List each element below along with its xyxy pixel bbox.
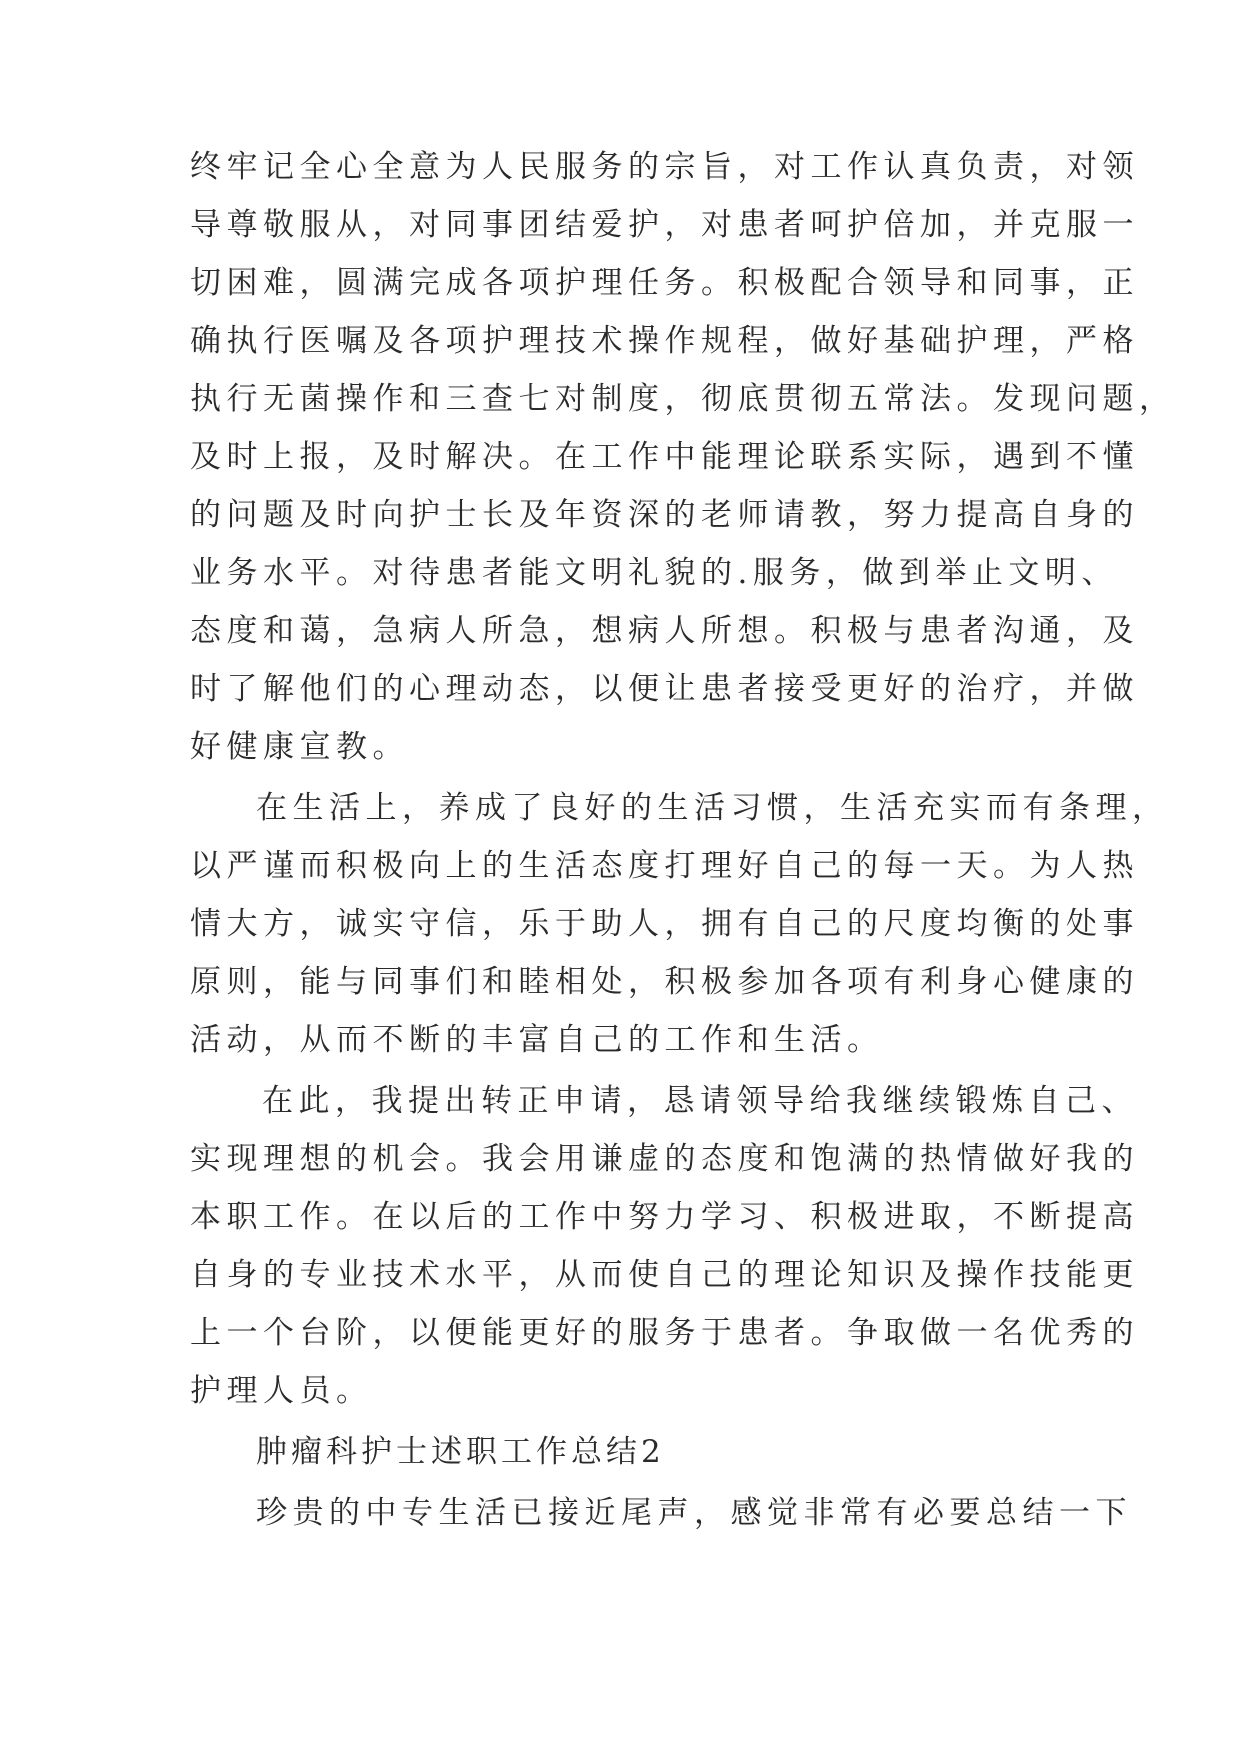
text-line: 的问题及时向护士长及年资深的老师请教，努力提高自身的 — [190, 497, 1139, 533]
text-line: 活动，从而不断的丰富自己的工作和生活。 — [190, 1022, 884, 1058]
text-line: 时了解他们的心理动态，以便让患者接受更好的治疗，并做 — [190, 671, 1139, 707]
text-line: 本职工作。在以后的工作中努力学习、积极进取，不断提高 — [190, 1199, 1139, 1235]
text-line: 态度和蔼，急病人所急，想病人所想。积极与患者沟通，及 — [190, 613, 1139, 649]
text-line: 上一个台阶，以便能更好的服务于患者。争取做一名优秀的 — [190, 1315, 1139, 1351]
text-line: 实现理想的机会。我会用谦虚的态度和饱满的热情做好我的 — [190, 1141, 1139, 1177]
text-line: 好健康宣教。 — [190, 729, 409, 765]
section-heading: 肿瘤科护士述职工作总结2 — [256, 1434, 665, 1470]
text-line: 自身的专业技术水平，从而使自己的理论知识及操作技能更 — [190, 1257, 1139, 1293]
paragraph-first-line: 在生活上，养成了良好的生活习惯，生活充实而有条理， — [256, 790, 1169, 826]
text-line: 原则，能与同事们和睦相处，积极参加各项有利身心健康的 — [190, 964, 1139, 1000]
text-line: 切困难，圆满完成各项护理任务。积极配合领导和同事，正 — [190, 265, 1139, 301]
text-line: 终牢记全心全意为人民服务的宗旨，对工作认真负责，对领 — [190, 149, 1139, 185]
text-line: 及时上报，及时解决。在工作中能理论联系实际，遇到不懂 — [190, 439, 1139, 475]
paragraph-first-line: 珍贵的中专生活已接近尾声，感觉非常有必要总结一下 — [256, 1495, 1132, 1531]
text-line: 确执行医嘱及各项护理技术操作规程，做好基础护理，严格 — [190, 323, 1139, 359]
text-line: 情大方，诚实守信，乐于助人，拥有自己的尺度均衡的处事 — [190, 906, 1139, 942]
text-line: 导尊敬服从，对同事团结爱护，对患者呵护倍加，并克服一 — [190, 207, 1139, 243]
text-line: 执行无菌操作和三查七对制度，彻底贯彻五常法。发现问题， — [190, 381, 1176, 417]
paragraph-first-line: 在此，我提出转正申请，恳请领导给我继续锻炼自己、 — [262, 1083, 1138, 1119]
text-line: 以严谨而积极向上的生活态度打理好自己的每一天。为人热 — [190, 848, 1139, 884]
text-line: 业务水平。对待患者能文明礼貌的.服务，做到举止文明、 — [190, 555, 1118, 591]
text-line: 护理人员。 — [190, 1373, 373, 1409]
